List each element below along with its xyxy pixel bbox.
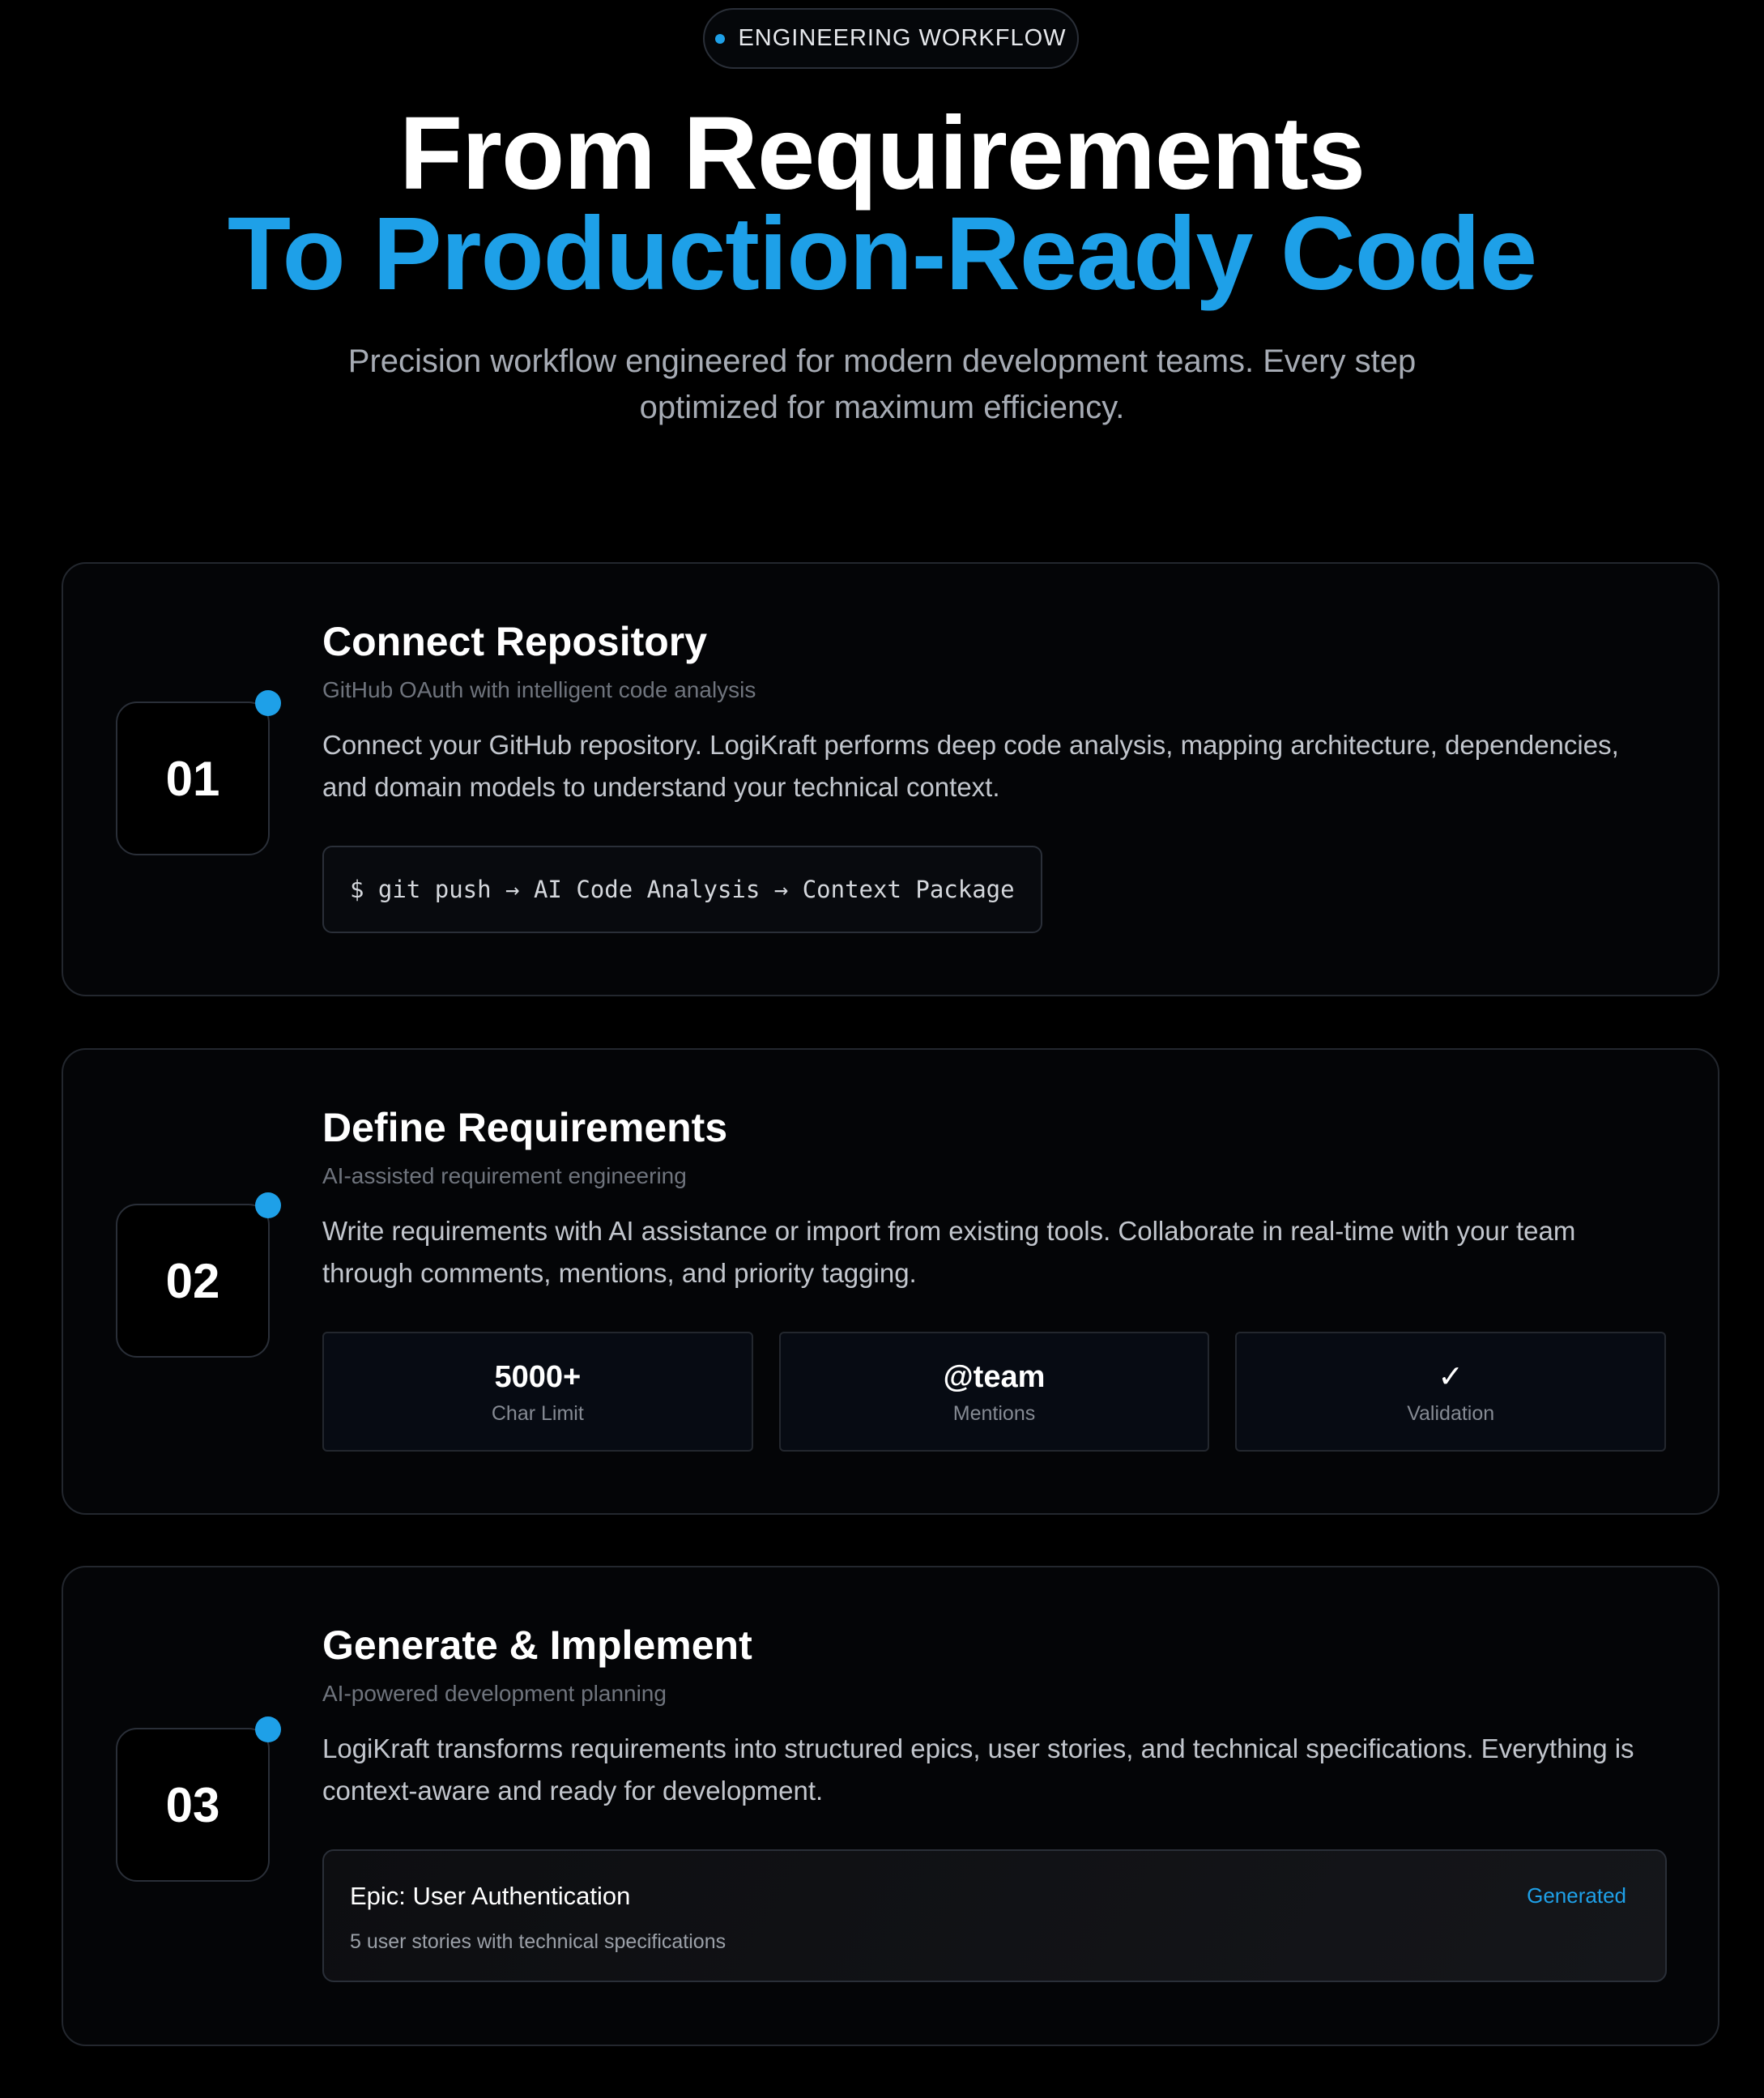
stat-mentions [779, 1332, 1210, 1452]
step-card-generate-implement [62, 1566, 1719, 2046]
epic-status-badge: Generated [1527, 1883, 1626, 1908]
epic-title: Epic: User Authentication [350, 1882, 631, 1910]
step-title: Generate & Implement [322, 1623, 752, 1668]
stat-value: 5000+ [494, 1359, 582, 1394]
epic-preview-card [322, 1849, 1667, 1982]
step-number-badge [116, 701, 270, 855]
step-card-connect-repository [62, 562, 1719, 996]
step-indicator-dot-icon [255, 1716, 281, 1742]
epic-subtitle: 5 user stories with technical specifications [350, 1930, 726, 1953]
step-title: Define Requirements [322, 1105, 728, 1150]
step-number: 02 [165, 1253, 220, 1308]
code-snippet [322, 846, 1042, 933]
hero-subtitle: Precision workflow engineered for modern development teams. Every step optimized for maximum efficiency. [347, 343, 1417, 425]
checkmark-icon: ✓ [1438, 1359, 1464, 1394]
code-snippet-text: $ git push → AI Code Analysis → Context Package [350, 876, 1015, 903]
badge-label: ENGINEERING WORKFLOW [738, 25, 1067, 51]
section-badge [703, 8, 1079, 69]
step-number-badge [116, 1204, 270, 1358]
step-number: 03 [165, 1777, 220, 1832]
hero-title [0, 96, 1764, 312]
stat-label: Char Limit [491, 1401, 584, 1425]
step-content [322, 1103, 1666, 1452]
step-content [322, 617, 1666, 933]
hero-title-line2: To Production-Ready Code [227, 196, 1537, 312]
step-title: Connect Repository [322, 619, 708, 664]
step-indicator-dot-icon [255, 690, 281, 716]
step-content [322, 1621, 1666, 1982]
stat-label: Mentions [952, 1401, 1036, 1425]
hero-title-line1: From Requirements [398, 96, 1366, 211]
badge-dot-icon [715, 34, 725, 44]
stat-char-limit [322, 1332, 753, 1452]
stat-validation [1235, 1332, 1666, 1452]
step-description: Connect your GitHub repository. LogiKraft performs deep code analysis, mapping architecture, dependencies, and domain models to understand your technical context. [322, 730, 1619, 802]
step-subtitle: GitHub OAuth with intelligent code analysis [322, 677, 756, 702]
step-card-define-requirements [62, 1048, 1719, 1515]
step-subtitle: AI-assisted requirement engineering [322, 1163, 687, 1188]
stat-value: @team [943, 1359, 1046, 1394]
step-subtitle: AI-powered development planning [322, 1681, 667, 1706]
stat-label: Validation [1407, 1401, 1495, 1425]
step-description: LogiKraft transforms requirements into structured epics, user stories, and technical specifications. Everything is context-aware and ready for development. [322, 1733, 1634, 1806]
step-indicator-dot-icon [255, 1192, 281, 1218]
step-description: Write requirements with AI assistance or import from existing tools. Collaborate in real-time with your team through comments, mentions, and priority tagging. [322, 1216, 1576, 1288]
step-number-badge [116, 1728, 270, 1882]
step-number: 01 [165, 751, 220, 806]
feature-stats [322, 1332, 1666, 1452]
